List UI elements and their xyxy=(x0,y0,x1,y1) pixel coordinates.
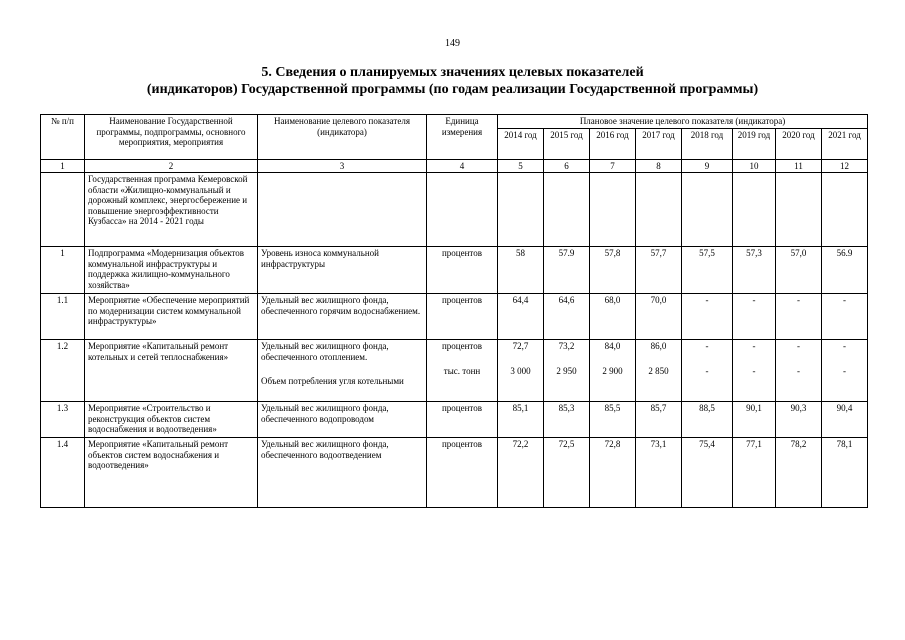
column-number: 3 xyxy=(258,159,427,173)
row-sub-value: 3 000 xyxy=(510,365,531,376)
row-value: 57,3 xyxy=(733,247,776,294)
row-value: 78,2 xyxy=(776,438,822,508)
column-number: 8 xyxy=(636,159,682,173)
column-number: 4 xyxy=(427,159,498,173)
column-numbers-row xyxy=(41,159,868,173)
row-sub-value: - xyxy=(705,365,709,376)
row-indicator xyxy=(258,173,427,247)
header-year: 2019 год xyxy=(733,128,776,159)
column-number: 6 xyxy=(544,159,590,173)
row-value: 88,5 xyxy=(682,402,733,438)
row-value: 72,2 xyxy=(498,438,544,508)
row-value: - xyxy=(776,294,822,340)
row-unit xyxy=(427,173,498,247)
row-value: 72,7 xyxy=(512,341,529,351)
header-num: № п/п xyxy=(41,115,85,160)
row-value xyxy=(822,173,868,247)
row-unit: процентов xyxy=(427,294,498,340)
row-sub-value: - xyxy=(843,365,847,376)
row-value: - xyxy=(733,294,776,340)
page-number: 149 xyxy=(445,38,460,49)
table-row xyxy=(41,173,868,247)
row-value xyxy=(498,173,544,247)
row-value-cell xyxy=(636,340,682,402)
row-value: 72,5 xyxy=(544,438,590,508)
row-value: 73,2 xyxy=(558,341,575,351)
row-sub-indicator: Объем потребления угля котельными xyxy=(261,376,404,386)
row-value-cell xyxy=(682,340,733,402)
header-year: 2021 год xyxy=(822,128,868,159)
row-unit: процентов xyxy=(427,402,498,438)
row-value xyxy=(733,173,776,247)
row-num xyxy=(41,173,85,247)
row-unit: процентов xyxy=(427,247,498,294)
row-value: 85,5 xyxy=(590,402,636,438)
row-value: 64,4 xyxy=(498,294,544,340)
column-number: 11 xyxy=(776,159,822,173)
document-title xyxy=(0,64,905,98)
row-sub-value: 2 900 xyxy=(602,365,623,376)
column-number: 1 xyxy=(41,159,85,173)
header-year: 2017 год xyxy=(636,128,682,159)
row-value-cell xyxy=(544,340,590,402)
row-value: 86,0 xyxy=(650,341,667,351)
header-year: 2016 год xyxy=(590,128,636,159)
row-indicator: Удельный вес жилищного фонда, обеспеченного отоплением. xyxy=(261,341,389,362)
row-indicator: Уровень износа коммунальной инфраструктуры xyxy=(258,247,427,294)
row-value: 78,1 xyxy=(822,438,868,508)
row-value: 72,8 xyxy=(590,438,636,508)
row-sub-value: - xyxy=(752,365,756,376)
row-value: 73,1 xyxy=(636,438,682,508)
row-value-cell xyxy=(733,340,776,402)
row-value: - xyxy=(705,341,709,351)
row-program: Государственная программа Кемеровской области «Жилищно-коммунальный и дорожный комплекс, энергосбережение и повышение энергоэффективности Кузбасса» на 2014 - 2021 годы xyxy=(85,173,258,247)
row-num: 1 xyxy=(41,247,85,294)
table-row xyxy=(41,438,868,508)
row-value xyxy=(682,173,733,247)
row-unit: процентов xyxy=(427,438,498,508)
row-value: 85,3 xyxy=(544,402,590,438)
row-value: 90,4 xyxy=(822,402,868,438)
header-year: 2020 год xyxy=(776,128,822,159)
header-indicator: Наименование целевого показателя (индикатора) xyxy=(258,115,427,160)
row-value: - xyxy=(752,341,756,351)
row-value xyxy=(544,173,590,247)
row-value xyxy=(590,173,636,247)
header-year: 2014 год xyxy=(498,128,544,159)
table-row xyxy=(41,340,868,402)
header-unit: Единица измерения xyxy=(427,115,498,160)
column-number: 12 xyxy=(822,159,868,173)
row-indicator: Удельный вес жилищного фонда, обеспеченного водопроводом xyxy=(258,402,427,438)
column-number: 10 xyxy=(733,159,776,173)
row-program: Мероприятие «Капитальный ремонт объектов систем водоснабжения и водоотведения» xyxy=(85,438,258,508)
row-indicator: Удельный вес жилищного фонда, обеспеченного горячим водоснабжением. xyxy=(258,294,427,340)
row-value: 84,0 xyxy=(604,341,621,351)
row-value: - xyxy=(843,341,847,351)
row-value: 57,7 xyxy=(636,247,682,294)
row-value: 77,1 xyxy=(733,438,776,508)
row-value-cell xyxy=(776,340,822,402)
header-plan: Плановое значение целевого показателя (индикатора) xyxy=(498,115,868,129)
row-program: Подпрограмма «Модернизация объектов коммунальной инфраструктуры и поддержка жилищно-коммунального хозяйства» xyxy=(85,247,258,294)
row-value: 57.9 xyxy=(544,247,590,294)
row-value: 75,4 xyxy=(682,438,733,508)
row-value: 57,0 xyxy=(776,247,822,294)
row-sub-value: - xyxy=(797,365,800,376)
row-value: 56.9 xyxy=(822,247,868,294)
row-value xyxy=(776,173,822,247)
row-value-cell xyxy=(498,340,544,402)
row-num: 1.2 xyxy=(41,340,85,402)
row-indicator: Удельный вес жилищного фонда, обеспеченного водоотведением xyxy=(258,438,427,508)
header-year: 2018 год xyxy=(682,128,733,159)
row-value: 85,1 xyxy=(498,402,544,438)
row-value-cell xyxy=(822,340,868,402)
column-number: 9 xyxy=(682,159,733,173)
row-sub-unit: тыс. тонн xyxy=(443,365,481,376)
row-value-cell xyxy=(590,340,636,402)
table-row xyxy=(41,402,868,438)
column-number: 5 xyxy=(498,159,544,173)
header-year: 2015 год xyxy=(544,128,590,159)
row-value: 85,7 xyxy=(636,402,682,438)
row-indicator-cell xyxy=(258,340,427,402)
row-num: 1.4 xyxy=(41,438,85,508)
row-num: 1.3 xyxy=(41,402,85,438)
row-value: 68,0 xyxy=(590,294,636,340)
header-row xyxy=(41,115,868,129)
row-value: - xyxy=(822,294,868,340)
row-value: - xyxy=(797,341,800,351)
row-value: 58 xyxy=(498,247,544,294)
row-value: 57,5 xyxy=(682,247,733,294)
row-value: 90,3 xyxy=(776,402,822,438)
row-sub-value: 2 850 xyxy=(648,365,669,376)
title-line-2: (индикаторов) Государственной программы (по годам реализации Государственной программы) xyxy=(146,82,759,97)
row-program: Мероприятие «Капитальный ремонт котельных и сетей теплоснабжения» xyxy=(85,340,258,402)
column-number: 2 xyxy=(85,159,258,173)
title-line-1: 5. Сведения о планируемых значениях целевых показателей xyxy=(261,65,644,80)
row-value: 70,0 xyxy=(636,294,682,340)
row-value: 57,8 xyxy=(590,247,636,294)
row-value: - xyxy=(682,294,733,340)
row-num: 1.1 xyxy=(41,294,85,340)
row-unit-cell xyxy=(427,340,498,402)
row-value: 64,6 xyxy=(544,294,590,340)
header-program: Наименование Государственной программы, подпрограммы, основного мероприятия, мероприятия xyxy=(85,115,258,160)
indicators-table xyxy=(40,114,868,508)
row-sub-value: 2 950 xyxy=(556,365,577,376)
row-value: 90,1 xyxy=(733,402,776,438)
table-row xyxy=(41,247,868,294)
row-unit: процентов xyxy=(441,341,482,351)
column-number: 7 xyxy=(590,159,636,173)
row-program: Мероприятие «Обеспечение мероприятий по модернизации систем коммунальной инфраструктуры» xyxy=(85,294,258,340)
row-value xyxy=(636,173,682,247)
row-program: Мероприятие «Строительство и реконструкция объектов систем водоснабжения и водоотведения» xyxy=(85,402,258,438)
table-row xyxy=(41,294,868,340)
